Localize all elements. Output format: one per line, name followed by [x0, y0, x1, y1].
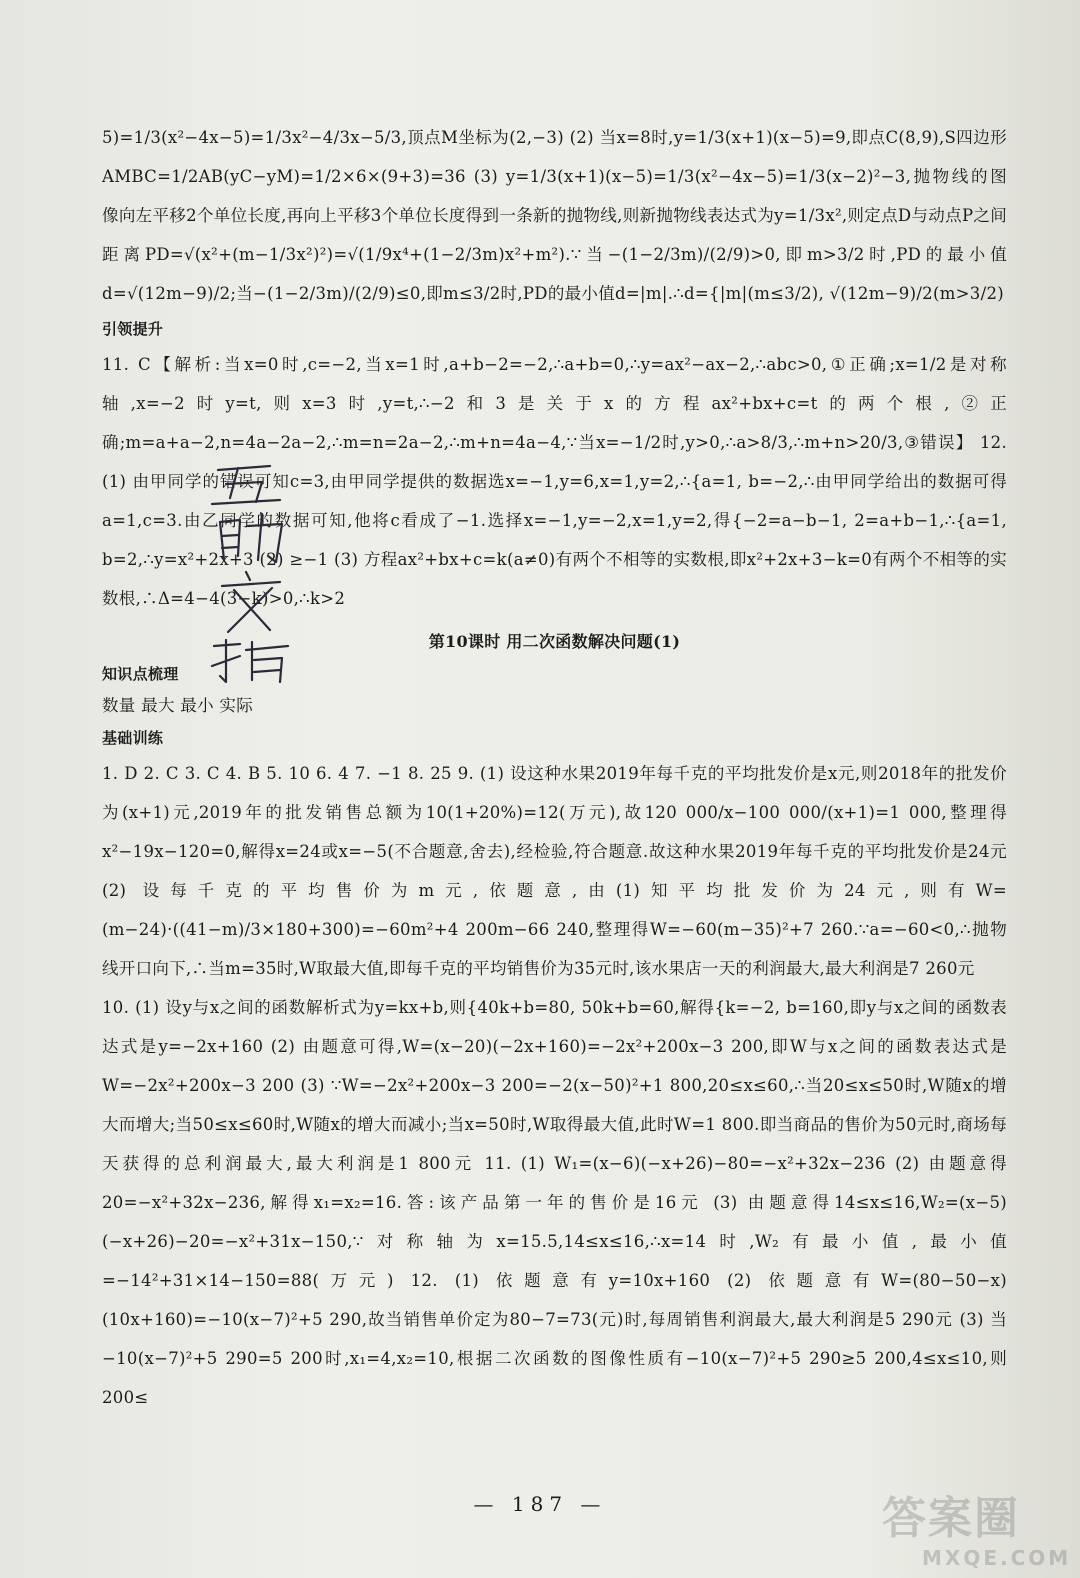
watermark-main: 答案圈	[882, 1493, 1020, 1544]
page-number: — 187 —	[473, 1492, 607, 1516]
answer-paragraph-3: 1. D 2. C 3. C 4. B 5. 10 6. 4 7. −1 8. 25 9. (1) 设这种水果2019年每千克的平均批发价是x元,则2018年的批发价为(x+1)元,2019年的批发销售总额为10(1+20%)=12(万元),故120 000/x−100 000/(x+1)=1 000,整理得x²−19x−120=0,解得x=24或x=−5(不合题意,舍去),经检验,符合题意.故这种水果2019年每千克的平均批发价是24元 (2) 设每千克的平均售价为m元,依题意,由(1)知平均批发价为24元,则有W=(m−24)·((41−m)/3×180+300)=−60m²+4 200m−66 240,整理得W=−60(m−35)²+7 260.∵a=−60<0,∴抛物线开口向下,∴当m=35时,W取最大值,即每千克的平均销售价为35元时,该水果店一天的利润最大,最大利润是7 260元	[102, 764, 1007, 978]
section-heading-basic-training: 基础训练	[102, 729, 164, 747]
answer-paragraph-4: 10. (1) 设y与x之间的函数解析式为y=kx+b,则{40k+b=80, 50k+b=60,解得{k=−2, b=160,即y与x之间的函数表达式是y=−2x+160 (2) 由题意可得,W=(x−20)(−2x+160)=−2x²+200x−3 200,即W与x之间的函数表达式是W=−2x²+200x−3 200 (3) ∵W=−2x²+200x−3 200=−2(x−50)²+1 800,20≤x≤60,∴当20≤x≤50时,W随x的增大而增大;当50≤x≤60时,W随x的增大而减小;当x=50时,W取得最大值,此时W=1 800.即当商品的售价为50元时,商场每天获得的总利润最大,最大利润是1 800元 11. (1) W₁=(x−6)(−x+26)−80=−x²+32x−236 (2) 由题意得20=−x²+32x−236,解得x₁=x₂=16.答:该产品第一年的售价是16元 (3) 由题意得14≤x≤16,W₂=(x−5)(−x+26)−20=−x²+31x−150,∵对称轴为x=15.5,14≤x≤16,∴x=14时,W₂有最小值,最小值=−14²+31×14−150=88(万元) 12. (1) 依题意有y=10x+160 (2) 依题意有W=(80−50−x)(10x+160)=−10(x−7)²+5 290,故当销售单价定为80−7=73(元)时,每周销售利润最大,最大利润是5 290元 (3) 当−10(x−7)²+5 290=5 200时,x₁=4,x₂=10,根据二次函数的图像性质有−10(x−7)²+5 290≥5 200,4≤x≤10,则200≤	[102, 998, 1007, 1407]
answer-paragraph-1: 5)=1/3(x²−4x−5)=1/3x²−4/3x−5/3,顶点M坐标为(2,−3) (2) 当x=8时,y=1/3(x+1)(x−5)=9,即点C(8,9),S四边形AMBC=1/2AB(yC−yM)=1/2×6×(9+3)=36 (3) y=1/3(x+1)(x−5)=1/3(x²−4x−5)=1/3(x−2)²−3,抛物线的图像向左平移2个单位长度,再向上平移3个单位长度得到一条新的抛物线,则新抛物线表达式为y=1/3x²,则定点D与动点P之间距离PD=√(x²+(m−1/3x²)²)=√(1/9x⁴+(1−2/3m)x²+m²).∵当−(1−2/3m)/(2/9)>0,即m>3/2时,PD的最小值d=√(12m−9)/2;当−(1−2/3m)/(2/9)≤0,即m≤3/2时,PD的最小值d=|m|.∴d={|m|(m≤3/2), √(12m−9)/2(m>3/2)	[102, 128, 1007, 303]
lesson-title: 第10课时 用二次函数解决问题(1)	[428, 632, 681, 651]
watermark-logo	[882, 1482, 1072, 1572]
answer-paragraph-2: 11. C【解析:当x=0时,c=−2,当x=1时,a+b−2=−2,∴a+b=0,∴y=ax²−ax−2,∴abc>0,①正确;x=1/2是对称轴,x=−2时y=t,则x=3时,y=t,∴−2和3是关于x的方程ax²+bx+c=t的两个根,②正确;m=a+a−2,n=4a−2a−2,∴m=n=2a−2,∴m+n=4a−4,∵当x=−1/2时,y>0,∴a>8/3,∴m+n>20/3,③错误】 12. (1) 由甲同学的错误可知c=3,由甲同学提供的数据选x=−1,y=6,x=1,y=2,∴{a=1, b=−2,∴由甲同学给出的数据可得a=1,c=3.由乙同学的数据可知,他将c看成了−1.选择x=−1,y=−2,x=1,y=2,得{−2=a−b−1, 2=a+b−1,∴{a=1, b=2,∴y=x²+2x+3 (2) ≥−1 (3) 方程ax²+bx+c=k(a≠0)有两个不相等的实数根,即x²+2x+3−k=0有两个不相等的实数根,∴Δ=4−4(3−k)>0,∴k>2	[102, 355, 1007, 608]
section-heading-knowledge-points: 知识点梳理	[102, 665, 179, 683]
knowledge-keywords: 数量 最大 最小 实际	[102, 696, 254, 715]
section-heading-leading-improvement: 引领提升	[102, 320, 164, 338]
watermark-url: MXQE.COM	[922, 1546, 1072, 1570]
handwritten-annotation	[200, 460, 310, 690]
answer-content	[102, 118, 1007, 1417]
